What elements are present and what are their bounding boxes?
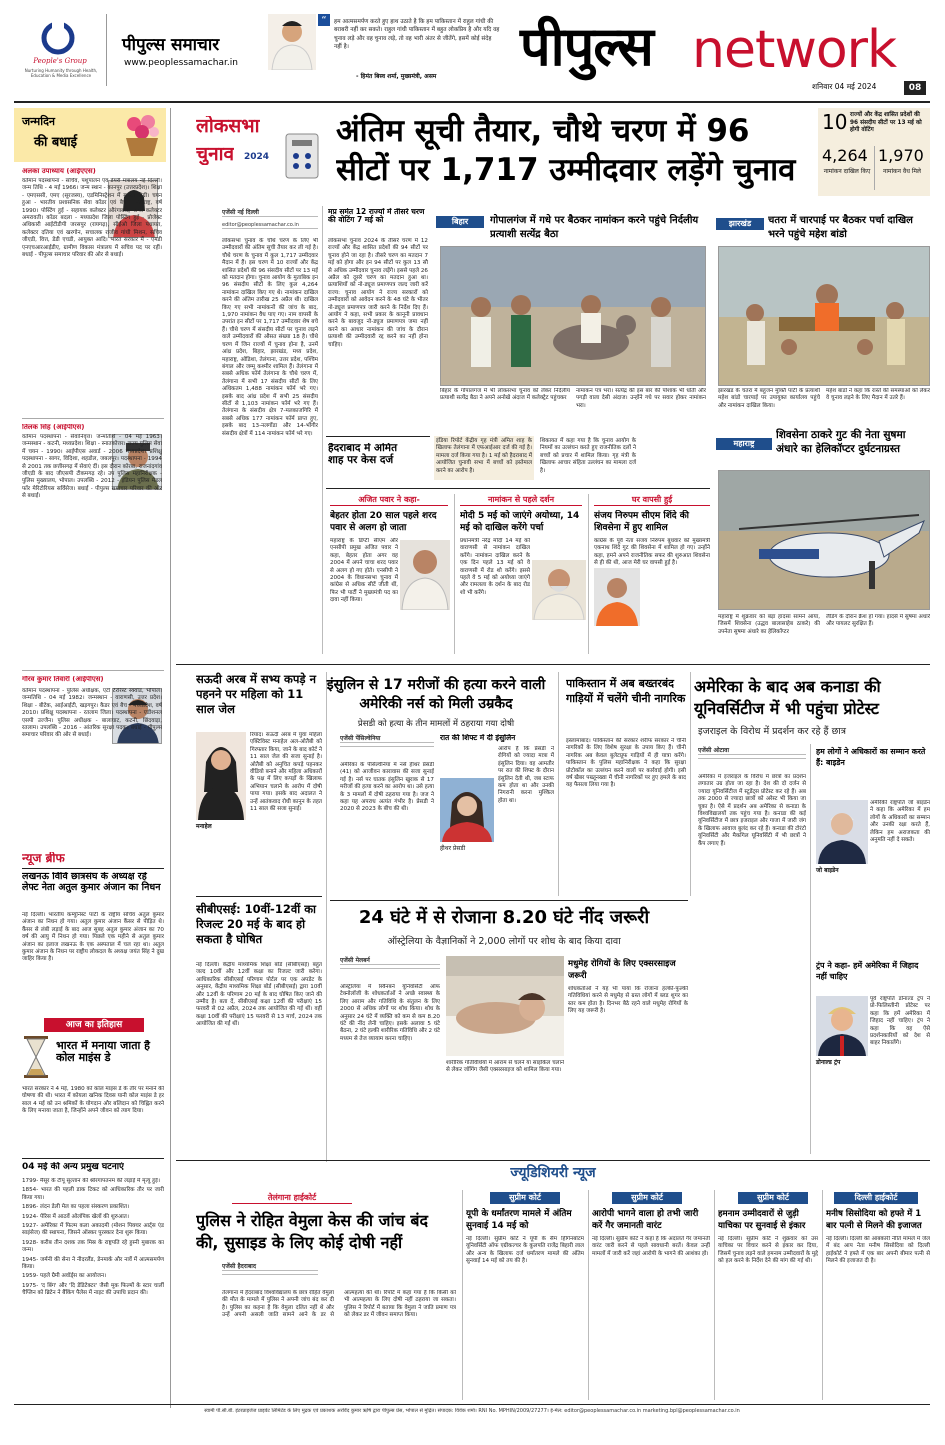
divider [326,488,710,489]
history-text: भारत सरकार ने 4 मई, 1980 को कोल माइंस डे के तौर पर मनाने की घोषणा की थी। भारत में कोयला खनिक दिवस यानी कोल माइंस डे हर साल 4 मई को उन श्रमिकों के योगदान और बलिदान को चिह्नित करने के लिए मनाया जाता है, जिन्होंने अपने जीवन को त्याग दिया। [22,1086,164,1115]
sena-caption: महाराष्ट्र में शुक्रवार को बड़ा हादसा सामने आया, जिसमें शिवसेना (उद्धव बालासाहेब ठाकरे) की उपनेता सुषमा अंधारे का हेलिकॉप्टर [718,614,820,635]
birthday-subtitle: की बधाई [34,135,78,150]
diabetes-headline: मधुमेह रोगियों के लिए एक्सरसाइज जरूरी [568,959,676,981]
insulin-side-text: आरोप है कि प्रेसडी ने रोगियों को ज्यादा मात्रा में इंसुलिन दिया। वह आमतौर पर रात की शिफ्ट के दौरान इंसुलिन देती थी, जब स्टाफ कम होता था और उनकी निगरानी करना मुश्किल होता था। [498,746,554,804]
section-tag: अजित पवार ने कहा- [330,494,448,506]
birthday-banner [14,108,166,162]
lead-kicker: मप्र समेत 12 राज्यों में तीसरे चरण की वोटिंग 7 मई को [328,208,425,225]
event-item: 1959- पहले ग्रैमी अवॉर्ड्स का आयोजन। [22,1273,107,1280]
lead-infobox [818,108,930,196]
biden-text: अमेरिकी राष्ट्रपति जो बाइडेन ने कहा कि अमेरिका में हम लोगों के अधिकारों का सम्मान और उनकी रक्षा करते हैं, लेकिन हम अराजकता की अनुमति नहीं दे सकते। [870,800,930,844]
birthday-name: तिलक सिंह (आईपीएस) [22,424,85,431]
sc1-text: नई दिल्ली। सुप्रीम कोर्ट ने यूपी के सैम हिगिनबॉटम यूनिवर्सिटी ऑफ एग्रीकल्चर के कुलपति राजेंद्र बिहारी लाल और अन्य के खिलाफ दर्ज धर्मांतरण मामले की अंतिम सुनवाई 14 मई को तय की है। [466,1236,584,1265]
birthday-name: अलका उपाध्याय (आईएएस) [22,168,96,175]
column-rule [690,672,691,896]
lead-body-col1: लोकसभा चुनाव के चौथे चरण के लिए भी उम्मीदवारों की अंतिम सूची तैयार कर ली गई है। चौथे चरण के चुनाव में कुल 1,717 उम्मीदवार मैदान में हैं। इस चरण में 10 राज्यों और केंद्र शासित प्रदेशों की 96 संसदीय सीटों पर 13 मई को मतदान होगा। चुनाव आयोग के मुताबिक इन 96 संसदीय सीटों के लिए कुल 4,264 नामांकन दाखिल किए गए थे। नामांकन दाखिल करने की अंतिम तारीख 25 अप्रैल थी। दाखिल किए गए सभी नामांकनों की जांच के बाद, 1,970 नामांकन वैध पाए गए। नाम वापसी के उपरांत इन सीटों पर 1,717 उम्मीदवार शेष बचे हैं। चौथे चरण में संसदीय सीटों पर चुनाव लड़ने वाले उम्मीदवारों की औसत संख्या 18 है। चौथे चरण में जिन राज्यों में चुनाव होना है, उनमें आंध्र प्रदेश, बिहार, झारखंड, मध्य प्रदेश, महाराष्ट्र, ओडिशा, तेलंगाना, उत्तर प्रदेश, पश्चिम बंगाल और जम्मू कश्मीर शामिल हैं। तेलंगाना में सबसे अधिक फॉर्म तेलंगाना के चौथे चरण में, तेलंगाना में सभी 17 संसदीय सीटों के लिए अधिकतम 1,488 नामांकन फॉर्म भरे गए। इसके बाद आंध्र प्रदेश में सभी 25 संसदीय सीटों से 1,103 नामांकन फॉर्म भरे गए हैं। तेलंगाना के संसदीय क्षेत्र 7-मलकाजगिरि में सबसे अधिक 177 नामांकन फॉर्म प्राप्त हुए, इसके बाद 13-नलगोंडा और 14-भोंगीर संसदीय क्षेत्रों में 114 नामांकन फॉर्म भरे गए। [222,238,318,437]
footer-imprint: स्वामी पी.सी.बी. इंटरप्राइजेज प्राइवेट लिमिटेड के लिए मुद्रक एवं प्रकाशक अरविंद कुमार ऋषि द्वारा पीपुल्स प्रेस, भोपाल से मुद्रित। संपादक: विवेक शर्मा। RNI No. MPHIN/2009/27277। ई-मेल: editor@peoplessamachar.co.in marketing.bpl@peoplessamachar.co.in [204,1408,740,1414]
saudi-photo-caption: मनाहेल [196,823,212,830]
insulin-email[interactable] [340,746,434,747]
section-rule [176,664,930,665]
section-tag: घर वापसी हुई [594,494,710,506]
diabetes-text: शोधकर्ताओं ने यह भी पाया कि रोजाना हल्की-फुल्की गतिविधियां करने से मधुमेह से ग्रस्त लोगों में ब्लड शुगर का स्तर कम होता है। दिनभर बैठे रहने वाले मधुमेह रोगियों के लिए यह जरूरी है। [568,986,688,1015]
divider [22,1158,164,1159]
birthday-title: जन्मदिन [22,115,56,128]
brief-text: नई दिल्ली। भारतीय कम्युनिस्ट पार्टी के राष्ट्रीय सचिव अतुल कुमार अंजान का निधन हो गया। अतुल कुमार अंजान कैंसर से पीड़ित थे। कैंसर से लंबी लड़ाई के बाद आज सुबह अतुल कुमार अंजान का 70 वर्ष की आयु में निधन हो गया। पिछले एक महीने से अतुल कुमार अंजान का इलाज लखनऊ के एक अस्पताल में चल रहा था। अतुल कुमार अंजान के निधन पर राष्ट्रीय लोकदल के अध्यक्ष जयंत सिंह ने दुख जाहिर किया है। [22,912,164,963]
history-tag: आज का इतिहास [44,1018,144,1032]
biden-caption: जो बाइडेन [816,867,839,874]
insulin-text: अमेरिका के पेंसिल्वेनिया में नर्स हीथर प्रेसडी (41) को आजीवन कारावास की सजा सुनाई गई है। नर्स पर घातक इंसुलिन खुराक से 17 मरीजों की हत्या करने का आरोप था। उसे हत्या के 3 मामलों में दोषी ठहराया गया है। जज ने कहा यह अपराध अत्यंत गंभीर है। प्रेसडी ने 2020 से 2023 के बीच की थी। [340,762,434,813]
divider [22,868,164,869]
saudi-headline[interactable]: सऊदी अरब में सभ्य कपड़े न पहनने पर महिला को 11 साल जेल [196,672,316,716]
lead-body-col2: लोकसभा चुनाव 2024 के तीसरे चरण में 12 राज्यों और केंद्र शासित प्रदेशों की 94 सीटों पर चुनाव होने जा रहा है। तीसरे चरण का मतदान 7 मई को होगा और इन 94 सीटों पर कुल 13 सौ से अधिक उम्मीदवार चुनाव लड़ेंगे। इससे पहले 26 अप्रैल को दूसरे चरण का मतदान हुआ था। प्रत्याशियों को नो-ड्यूज प्रमाणपत्र जल्द जारी करें राज्य: चुनाव आयोग ने राज्य सरकारों को उम्मीदवारों को आवेदन करने के 48 घंटे के भीतर नो-ड्यूज प्रमाणपत्र जारी करने के निर्देश दिए हैं। आयोग ने कहा, सभी प्रकार के कानूनी प्रावधान करने के बावजूद नो-ड्यूज प्रमाणपत्र जमा नहीं करने का आधार नामांकन की जांच के दौरान प्रत्याशी की उम्मीदवारी रद्द करने का नहीं होना चाहिए। [328,238,428,348]
amit-shah-box [326,436,430,484]
infobox-text: राज्यों और केंद्र शासित प्रदेशों की 96 संसदीय सीटों पर 13 मई को होगी वोटिंग [850,112,922,134]
judiciary-band [176,1162,930,1182]
hc-text: नई दिल्ली। दिल्ली की आबकारी नीति मामले में जेल में बंद आप नेता मनीष सिसोदिया को दिल्ली हाईकोर्ट ने हफ्ते में एक बार अपनी बीमार पत्नी से मिलने की इजाजत दी है। [826,1236,930,1265]
vemula-headline[interactable]: पुलिस ने रोहित वेमुला केस की जांच बंद की, सुसाइड के लिए कोई दोषी नहीं [196,1211,429,1252]
insulin-headline[interactable]: इंसुलिन से 17 मरीजों की हत्या करने वाली अमेरिकी नर्स को मिली उम्रकैद [326,677,546,712]
biden-photo [816,800,868,864]
sena-caption: लैंडिंग के दौरान क्रैश हो गया। हादसे में सुषमा अंधारे और पायलट सुरक्षित हैं। [826,614,930,628]
bihar-caption: नामांकन पत्र भरा। सत्येंद्र की इस बार की पोशाक भी धोती और पगड़ी वाला देसी अंदाज। उन्होंने गधे पर सवार होकर नामांकन भरा। [576,388,706,409]
hourglass-icon [22,1036,50,1078]
court-tag: सुप्रीम कोर्ट [738,1192,808,1204]
modi-photo [532,560,586,620]
event-item: 1854- भारत की पहली डाक टिकट को आधिकारिक तौर पर जारी किया गया। [22,1187,164,1201]
history-headline[interactable]: भारत में मनाया जाता है कोल माइंस डे [56,1040,150,1065]
bihar-photo [440,246,706,386]
trump-text: पूर्व राष्ट्रपति डोनाल्ड ट्रंप ने प्रो-फिलिस्तीनी प्रोटेस्ट पर कहा कि हमें अमेरिका में जिहाद नहीं चाहिए। ट्रंप ने कहा कि वह ऐसे प्रदर्शनकारियों को देश से बाहर निकालेंगे। [870,996,930,1047]
cbse-text: नई दिल्ली। केंद्रीय माध्यमिक शिक्षा बोर्ड (सीबीएसई) बहुत जल्द 10वीं और 12वीं कक्षा का रिजल्ट जारी करेगा। आधिकारिक सीबीएसई परिणाम पोर्टल पर एक अपडेट के अनुसार, केंद्रीय माध्यमिक शिक्षा बोर्ड (सीबीएसई) द्वारा 10वीं और 12वीं के परिणाम 20 मई के बाद घोषित किए जाने की उम्मीद है। बता दें, सीबीएसई कक्षा 12वीं की परीक्षाएं 15 फरवरी से 02 अप्रैल, 2024 तक आयोजित की गई थीं। वहीं कक्षा 10वीं की परीक्षाएं 15 फरवरी से 13 मार्च, 2024 तक आयोजित की गईं थीं। [196,962,322,1028]
birthday-details: वर्तमान पदस्थापना - सचिव, पशुपालन एवं डेयरी मंत्रालय नई दिल्ली। जन्म तिथि - 4 मई 1966। जन्म स्थान - कानपुर (उत्तरप्रदेश)। शिक्षा - एमएससी, एमए (सूरजस्य), एडमिनिस्ट्रेशन में मास्टर डिग्री। चयन हुआ - भारतीय प्रशासनिक सेवा कॉडर एवं बैच - महाराष्ट्र, वर्ष 1990। पोस्टिंग हुई - सहायक कलेक्टर औरंगाबाद, अपर कलेक्टर अमरावती। कॉडर बदला - मध्यप्रदेश जिला पोस्टिंग हुई - प्रोजेक्ट अधिकारी आईटीडीपी जरसपुर (रायगढ़), सीईओ जिला पंचायत, कलेक्टर दतिया एवं खरगोन, सचालक राजीव गांधी मिशन, सचिव जीएडी, वित्त, डेडी एचडी, आयुक्त आदि। भारत सरकार में - एमडी एनएचआरआईडीए, ग्रामीण विकास मंत्रालय में सचिव पद पर रहीं। बधाई - पीपुल्स समाचार परिवार की ओर से बधाई। [22,178,162,259]
group-name: People's Group [33,57,87,65]
birthday-details: वर्तमान पदस्थापना - पुलिस अधीक्षक, एंटी टेररिस्ट स्क्वॉड, भोपाल। जन्मतिथि - 04 मई 1982। जन्मस्थान - वाराणसी, उत्तर प्रदेश। शिक्षा - बीटेक, आईआईटी, खड़गपुर। कैडर एवं बैच - मध्यप्रदेश, वर्ष 2010। प्रशिक्षु पदस्थापना - रतलाम जिला। पदस्थापना - एडीशनल एसपी उज्जैन। पुलिस अधीक्षक - बालाघाट, कटनी, छिंदवाड़ा, रतलाम। उपलब्धि - 2016 - आंतरिक सुरक्षा पदक। बधाई - पीपुल्स समाचार परिवार की ओर से बधाई। [22,688,162,739]
event-item: 1945- जर्मनी की सेना ने नीदरलैंड, डेनमार्क और नार्वे में आत्मसमर्पण किया। [22,1256,164,1271]
canada-byline: एजेंसी ओटावा [698,746,806,755]
news-brief-title: न्यूज ब्रीफ [22,852,65,865]
sleep-email[interactable] [340,968,440,969]
events-title: 04 मई की अन्य प्रमुख घटनाएं [22,1162,125,1172]
column-rule [822,1190,823,1400]
trump-photo [816,996,868,1056]
birthday-name: गौरव कुमार तिवारी (आईपीएस) [22,676,104,683]
cm-photo [268,14,316,70]
divider [196,896,322,897]
loksabha-logo [196,112,326,200]
hc-headline[interactable]: मनीष सिसोदिया को हफ्ते में 1 बार पत्नी से मिलने की इजाजत [826,1209,922,1231]
jharkhand-headline[interactable]: चतरा में चारपाई पर बैठकर पर्चा दाखिल भरने पहुंचे महेश बांडो [768,215,913,240]
saudi-photo [196,732,246,820]
nirupam-text: कांग्रेस के पूर्व नेता संजय निरुपम बुधवार को मुख्यमंत्री एकनाथ शिंदे गुट की शिवसेना में शामिल हो गए। उन्होंने कहा, हमने अपने राजनीतिक सफर की शुरुआत शिवसेना से ही की थी, आज मेरी घर वापसी हुई है। [594,538,710,566]
masthead [0,0,945,104]
nirupam-photo [594,568,640,626]
bihar-tag: बिहार [436,216,484,228]
event-item: 1896- लंदन डेली मेल का पहला संस्करण प्रकाशित। [22,1204,130,1211]
column-rule [810,744,811,1154]
sc3-text: नई दिल्ली। सुप्रीम कोर्ट ने शुक्रवार को उस याचिका पर विचार करने से इंकार कर दिया, जिसमें चुनाव लड़ने वाले हमनाम उम्मीदवारों के मुद्दे को हल करने के निर्देश देने की मांग की गई थी। [718,1236,818,1265]
lead-email[interactable]: editor@peoplessamachar.co.in [222,222,318,229]
peoples-group-logo [40,20,76,56]
pawar-photo [400,540,450,610]
event-item: 1975- 'द बिंग' और 'दि डेडिटेक्टर' जैसी मूक फिल्मों के स्टार चार्ली चैप्लिन को ब्रिटेन ने बैंकिंग पैलेस में नाइट की उपाधि प्रदान की। [22,1282,164,1297]
helicopter-photo [718,470,930,610]
birthday-details: वर्तमान पदस्थापना - सेवानिवृत्त। जन्मतिथि - 04 मई 1963। जन्मस्थान - कटनी, मध्यप्रदेश। शिक्षा - स्नातकोत्तर। राज्य पुलिस सेवा में चयन - 1990। आईपीएस अवार्ड - 2006 मध्यप्रदेश। प्रशिक्षु पदस्थापना - सागर, विदिशा, शहडोल, जबलपुर। पदस्थापना - 1994 से 2001 तक छत्तीसगढ़ में सेवाएं दीं। इस दौरान कोरबा, राजनांदगांव जीएडी के बाद जीएसपी टीकमगढ़ रहे। उप पुलिस महानिरीक्षक - पुलिस मुख्यालय, भोपाल। उपलब्धि - 2012 - इंडियन पुलिस मेडल फॉर मेरिटोरियस सर्विसेज। बधाई - पीपुल्स समाचार परिवार की ओर से बधाई। [22,434,162,500]
masthead-divider [106,14,107,86]
sleep-photo [446,956,564,1056]
stat-label: नामांकन दाखिल किए [823,168,871,175]
jharkhand-tag: झारखंड [716,218,764,230]
sc2-text: नई दिल्ली। सुप्रीम कोर्ट ने कहा है कि अदालतें गैर जमानती वारंट जारी करने से पहले सावधानी बरतें। केवल उन्हीं मामलों में जारी करें जहां आरोपी के भागने की आशंका हो। [592,1236,710,1257]
masthead-rule [14,101,930,103]
court-tag: दिल्ली हाईकोर्ट [834,1192,918,1204]
trump-headline: ट्रंप ने कहा- हमें अमेरिका में जिहाद नहीं चाहिए [816,961,919,981]
column-rule [454,494,455,654]
sleep-headline[interactable]: 24 घंटे में से रोजाना 8.20 घंटे नींद जरूरी [358,907,650,928]
brand-english: network [692,20,897,80]
vemula-text: तेलंगाना में हैदराबाद विश्वविद्यालय के छात्र रोहित वेमुला की मौत के मामले में पुलिस ने अपनी जांच बंद कर दी है। पुलिस का कहना है कि वेमुला दलित नहीं थे और उन्हें अपनी असली जाति सामने आने के डर से आत्महत्या की थी। रिपोर्ट में कहा गया है कि किसी को भी आत्महत्या के लिए दोषी नहीं ठहराया जा सकता। पुलिस ने रिपोर्ट में बताया कि वेमुला ने जाति प्रमाण पत्र को लेकर डर में जीवन समाप्त किया। [222,1290,456,1319]
amit-shah-text: शिकायत में कहा गया है कि चुनाव आयोग के नियमों का उल्लंघन करते हुए राजनीतिक दलों ने बच्चों को प्रचार में शामिल किया। गृह मंत्री के खिलाफ आचार संहिता उल्लंघन का मामला दर्ज है। [540,438,636,474]
sleep-text: ऑस्ट्रेलिया में स्विनबर्न यूनिवर्सिटी ऑफ टेक्नोलॉजी के शोधकर्ताओं ने अच्छे स्वास्थ्य के लिए आराम और गतिविधि के संतुलन के लिए 2000 से अधिक लोगों पर शोध किया। शोध के अनुसार 24 घंटे में व्यक्ति को कम से कम 8.20 घंटे की नींद लेनी चाहिए। इसके अलावा 5 घंटे बैठना, 2 घंटे हल्की शारीरिक गतिविधि और 2 घंटे मध्यम से तेज व्यायाम करना चाहिए। [340,984,440,1042]
masthead-quote: हम आत्मसमर्पण करते हुए हाथ उठाते है कि हम पाकिस्तान में राहुल गांधी की बराबरी नहीं कर सकते। राहुल गांधी पाकिस्तान में बहुत लोकप्रिय है और यदि वह चुनाव लड़े और वह चुनाव लड़े, तो वह भारी अंतर से जीतेंगे, इसमें कोई संदेह नहीं है। [334,19,500,50]
judiciary-title: ज्यूडिशियरी न्यूज [500,1165,605,1181]
loksabha-logo-year: 2024 [244,152,270,162]
sena-headline[interactable]: शिवसेना ठाकरे गुट की नेता सुषमा अंधारे का हेलिकॉप्टर दुर्घटनाग्रस्त [776,429,906,455]
column-rule [588,1190,589,1400]
website[interactable]: www.peoplessamachar.in [124,58,238,68]
court-tag: सुप्रीम कोर्ट [490,1192,560,1204]
insulin-sub: प्रेसडी को हत्या के तीन मामलों में ठहराया गया दोषी [357,719,515,729]
amit-shah-headline[interactable]: हैदराबाद में अमित शाह पर केस दर्ज [328,443,398,466]
section-tag: नामांकन से पहले दर्शन [460,494,582,506]
sc2-headline[interactable]: आरोपी भागने वाला हो तभी जारी करें गैर जमानती वारंट [592,1209,699,1231]
modi-headline[interactable]: मोदी 5 मई को जाएंगे अयोध्या, 14 मई को दाखिल करेंगे पर्चा [460,511,580,533]
trump-caption: डोनाल्ड ट्रंप [816,1059,841,1066]
divider [330,900,688,901]
brief-headline[interactable]: लखनऊ विवि छात्रसंघ के अध्यक्ष रहे लेफ्ट नेता अतुल कुमार अंजान का निधन [22,872,161,893]
jharkhand-caption: महेश बांडो ने कहा कि रास्ते की समस्याओं को लेकर वे चुनाव लड़ने के लिए मैदान में उतरे हैं। [826,388,930,402]
event-item: 1927- अमेरिका में फिल्म कला अकादमी (मोशन पिक्चर आर्ट्स एंड साइंसेज) की स्थापना, जिसने ऑस्कर पुरस्कार देना शुरू किया। [22,1223,164,1237]
amit-shah-text: इंडिया रिपोर्ट केंद्रीय गृह मंत्री अमित शाह के खिलाफ तेलंगाना में एफआईआर दर्ज की गई है। मामला दर्ज किया गया है। 1 मई को हैदराबाद में आयोजित चुनावी सभा में बच्चों को इस्तेमाल करने का आरोप है। [434,436,534,480]
maharashtra-tag: महाराष्ट्र [716,438,772,450]
nirupam-headline[interactable]: संजय निरुपम सीएम शिंदे की शिवसेना में हुए शामिल [594,511,689,533]
saudi-text: रियाद। सऊदी अरब में युवा महिला एक्टिविस्ट मनाहेल अल-ओतैबी को गिरफ्तार किया, जाने के बाद कोर्ट ने 11 साल जेल की सजा सुनाई है। ओतैबी को अनुचित कपड़े पहनकर वीडियो बनाने और महिला अधिकारों के पक्ष में लिए कपड़ों के खिलाफ अभियान चलाने के आरोप में दोषी पाया गया। इसके बाद अदालत ने उन्हें आतंकवाद रोधी कानून के तहत 11 साल की सजा सुनाई। [250,732,322,813]
flower-basket-icon [122,114,162,158]
event-item: 1924- पेरिस में आठवें ओलंपिक खेलों की शुरुआत। [22,1213,129,1220]
canada-sub: इजराइल के विरोध में प्रदर्शन कर रहे हैं छात्र [698,726,846,737]
canada-text: अमेरिका में इजराइल के विरोध में छात्रों का प्रदर्शन लगातार उग्र होता जा रहा है। देश की दो दर्जन से ज्यादा यूनिवर्सिटीज में स्टूडेंट्स प्रोटेस्ट कर रहे हैं। अब तक 2000 से ज्यादा छात्रों को अरेस्ट भी किया जा चुका है। ऐसे में प्रदर्शन अब अमेरिका से कनाडा के विश्वविद्यालयों तक पहुंच गया है। कनाडा की कई यूनिवर्सिटीज में छात्र इजराइल और गाजा में जारी जंग के खिलाफ आवाज बुलंद कर रहे हैं। कनाडा की टोरंटो यूनिवर्सिटी और मैकगिल यूनिवर्सिटी में भी छात्रों ने कैंप लगाए हैं। [698,774,806,847]
column-rule [714,1190,715,1400]
jharkhand-caption: झारखंड के चतरा में बहुजन मुक्ति पार्टी के प्रत्याशी महेश बांडो चारपाई पर उपायुक्त कार्यालय पहुंचे और नामांकन दाखिल किया। [718,388,820,409]
canada-email[interactable] [698,758,806,759]
pawar-text: महाराष्ट्र के डिप्टी सीएम और एनसीपी प्रमुख अजित पवार ने कहा, बेहतर होता अगर वह 2004 में अपने चाचा शरद पवार से अलग हो गए होते। एनसीपी ने 2004 के विधानसभा चुनाव में कांग्रेस से अधिक सीटें जीती थीं, फिर भी पार्टी ने मुख्यमंत्री पद का दावा नहीं किया। [330,538,398,604]
pawar-headline[interactable]: बेहतर होता 20 साल पहले शरद पवार से अलग हो जाता [330,511,437,533]
quote-author: - हिमंत बिस्व शर्मा, मुख्यमंत्री, असम [356,73,437,80]
page-number: 08 [904,81,926,95]
canada-headline[interactable]: अमेरिका के बाद अब कनाडा की यूनिवर्सिटीज में भी पहुंचा प्रोटेस्ट [694,677,881,718]
group-tagline: Nurturing Humanity through Health, Education & Media Excellence [24,68,98,78]
jharkhand-photo [718,246,930,386]
insulin-photo [440,778,494,842]
lead-headline[interactable]: अंतिम सूची तैयार, चौथे चरण में 96 सीटों पर 1,717 उम्मीदवार लड़ेंगे चुनाव [336,113,796,188]
divider [874,146,875,190]
column-rule [170,108,171,1408]
divider [22,670,164,671]
paper-name: पीपुल्स समाचार [122,35,220,55]
sc1-headline[interactable]: यूपी के धर्मांतरण मामले में अंतिम सुनवाई 14 मई को [466,1209,572,1231]
event-item: 1799- मैसूर के टीपू सुल्तान की श्रीरंगापतनम की लड़ाई में मृत्यु हुई। [22,1178,160,1184]
vemula-email[interactable] [222,1274,318,1275]
sleep-sub: ऑस्ट्रेलिया के वैज्ञानिकों ने 2,000 लोगों पर शोध के बाद किया दावा [387,936,621,947]
stat-label: नामांकन वैध मिले [882,168,921,175]
pak-headline[interactable]: पाकिस्तान में अब बख्तरबंद गाड़ियों में चलेंगे चीनी नागरिक [566,677,686,705]
sc3-headline[interactable]: हमनाम उम्मीदवारों से जुड़ी याचिका पर सुनवाई से इंकार [718,1209,806,1231]
column-rule [322,206,323,654]
loksabha-logo-text: चुनाव [196,144,235,165]
voting-machine-icon [282,128,322,182]
loksabha-logo-text: लोकसभा [196,116,260,137]
section-rule [176,1160,930,1161]
bihar-headline[interactable]: गोपालगंज में गधे पर बैठकर नामांकन करने पहुंचे निर्दलीय प्रत्याशी सत्येंद्र बैठा [490,215,699,240]
footer-rule [14,1404,930,1405]
column-rule [558,672,559,896]
lead-byline: एजेंसी नई दिल्ली [222,208,318,217]
sleep-caption: शारीरिक गतिविधियों में आराम से चलने या साइकिल चलाने से लेकर जॉगिंग जैसी एक्सरसाइज को शामिल किया गया। [446,1060,564,1074]
modi-text: प्रधानमंत्री नरेंद्र मोदी 14 मई को वाराणसी से नामांकन दाखिल करेंगे। नामांकन दाखिल करने के एक दिन पहले 13 मई को वे वाराणसी में रोड शो करेंगे। इससे पहले वे 5 मई को अयोध्या जाएंगे और रामलला के दर्शन के बाद रोड शो भी करेंगे। [460,538,530,596]
issue-date: शनिवार 04 मई 2024 [812,82,877,91]
insulin-byline: एजेंसी पेंसिल्वेनिया [340,734,434,743]
vemula-byline: एजेंसी हैदराबाद [222,1262,318,1271]
brand-hindi: पीपुल्स [520,15,653,78]
pak-text: इस्लामाबाद। पाकिस्तान की सरकार शरीफ सरकार ने चीनी नागरिकों के लिए विशेष सुरक्षा के उपाय किए हैं। चीनी नागरिक अब केवल बुलेटप्रूफ गाड़ियों में ही यात्रा करेंगे। पाकिस्तान के पुलिस महानिरीक्षक ने कहा कि सुरक्षा प्रोटोकॉल का उल्लंघन करने वालों पर कार्रवाई होगी। इसी वर्ष खैबर पख्तूनख्वा में चीनी नागरिकों पर हुए हमले के बाद यह फैसला लिया गया है। [566,738,686,789]
column-rule [462,1190,463,1400]
event-item: 1928- करीब तीन दशक तक मिस्र के राष्ट्रपति रहे हुस्नी मुबारक का जन्म। [22,1239,164,1254]
column-rule [588,494,589,654]
sleep-byline: एजेंसी मेलबर्न [340,956,440,965]
stat-nominations-valid: 1,970 [878,146,924,165]
quote-mark: “ [318,14,330,26]
infobox-number: 10 [822,110,848,134]
bihar-caption: बिहार के गोपालगंज में भी लोकसभा चुनाव को लेकर निर्दलीय प्रत्याशी सत्येंद्र बैठा ने अपने अनोखे अंदाज में कलेक्ट्रेट पहुंचकर [440,388,570,402]
insulin-photo-caption: हीथर प्रेसडी [440,845,466,852]
court-tag: सुप्रीम कोर्ट [612,1192,682,1204]
divider [22,418,164,419]
court-tag: तेलंगाना हाईकोर्ट [232,1192,352,1204]
insulin-side-head: रात की शिफ्ट में दी इंसुलिन [440,734,516,742]
stat-nominations-filed: 4,264 [822,146,868,165]
cbse-headline[interactable]: सीबीएसई: 10वीं-12वीं का रिजल्ट 20 मई के बाद हो सकता है घोषित [196,902,317,946]
biden-headline: हम लोगों ने अधिकारों का सम्मान करते हैं: बाइडेन [816,747,926,767]
events-list [22,1178,164,1402]
